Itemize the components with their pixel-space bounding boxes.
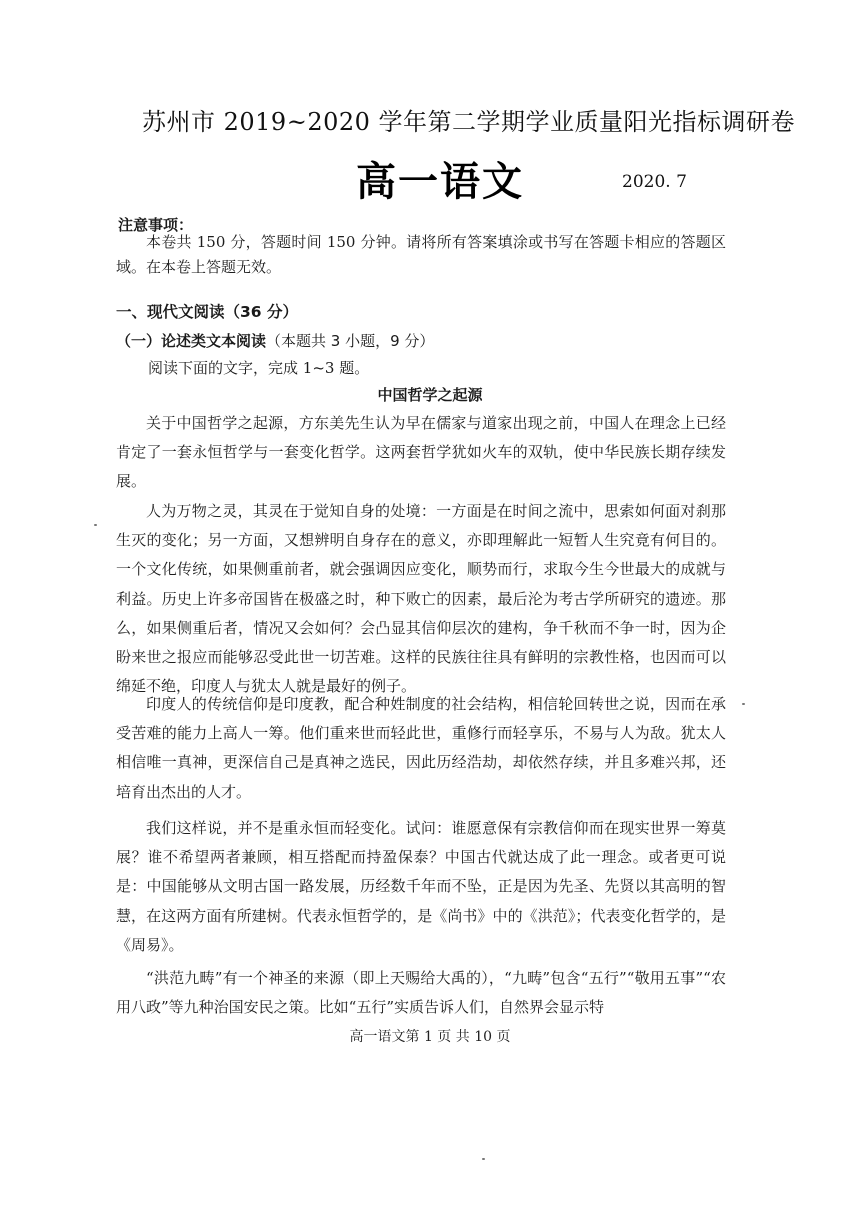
exam-date: 2020. 7 <box>622 172 687 192</box>
reading-instruction: 阅读下面的文字，完成 1~3 题。 <box>148 359 370 377</box>
article-title: 中国哲学之起源 <box>377 386 483 404</box>
article-paragraph-5: “洪范九畴”有一个神圣的来源（即上天赐给大禹的），“九畴”包含“五行”“敬用五事”“农用八政”等九种治国安民之策。比如“五行”实质告诉人们，自然界会显示特 <box>116 969 726 1017</box>
subsection-title <box>116 330 434 351</box>
article-paragraph-3: 印度人的传统信仰是印度教，配合种姓制度的社会结构，相信轮回转世之说，因而在承受苦难的能力上高人一筹。他们重来世而轻此世，重修行而轻享乐，不易与人为敌。犹太人相信唯一真神，更深信自己是真神之选民，因此历经浩劫，却依然存续，并且多难兴邦，还培育出杰出的人才。 <box>116 695 726 801</box>
page-footer: 高一语文第 1 页 共 10 页 <box>349 1029 511 1045</box>
subsection-detail: （本题共 3 小题，9 分） <box>266 332 435 350</box>
article-paragraph-1: 关于中国哲学之起源，方东美先生认为早在儒家与道家出现之前，中国人在理念上已经肯定了一套永恒哲学与一套变化哲学。这两套哲学犹如火车的双轨，使中华民族长期存续发展。 <box>116 414 726 491</box>
section-title: 一、现代文阅读（36 分） <box>116 303 298 321</box>
scan-speck <box>482 1158 485 1160</box>
subsection-label: （一）论述类文本阅读 <box>116 332 267 350</box>
notes-heading: 注意事项： <box>118 216 194 234</box>
article-paragraph-4: 我们这样说，并不是重永恒而轻变化。试问：谁愿意保有宗教信仰而在现实世界一筹莫展？谁不希望两者兼顾，相互搭配而持盈保泰？中国古代就达成了此一理念。或者更可说是：中国能够从文明古国一路发展，历经数千年而不坠，正是因为先圣、先贤以其高明的智慧，在这两方面有所建树。代表永恒哲学的，是《尚书》中的《洪范》；代表变化哲学的，是《周易》。 <box>116 819 726 954</box>
notes-body: 本卷共 150 分，答题时间 150 分钟。请将所有答案填涂或书写在答题卡相应的答题区域。在本卷上答题无效。 <box>116 233 726 276</box>
scan-speck <box>94 524 97 526</box>
scan-speck <box>742 703 745 705</box>
subject-title: 高一语文 <box>356 159 524 205</box>
article-paragraph-2: 人为万物之灵，其灵在于觉知自身的处境：一方面是在时间之流中，思索如何面对刹那生灭的变化；另一方面，又想辨明自身存在的意义，亦即理解此一短暂人生究竟有何目的。一个文化传统，如果侧重前者，就会强调因应变化，顺势而行，求取今生今世最大的成就与利益。历史上许多帝国皆在极盛之时，种下败亡的因素，最后沦为考古学所研究的遗迹。那么，如果侧重后者，情况又会如何？会凸显其信仰层次的建构，争千秋而不争一时，因为企盼来世之报应而能够忍受此世一切苦难。这样的民族往往具有鲜明的宗教性格，也因而可以绵延不绝，印度人与犹太人就是最好的例子。 <box>116 502 726 696</box>
exam-header-title: 苏州市 2019~2020 学年第二学期学业质量阳光指标调研卷 <box>142 108 796 136</box>
